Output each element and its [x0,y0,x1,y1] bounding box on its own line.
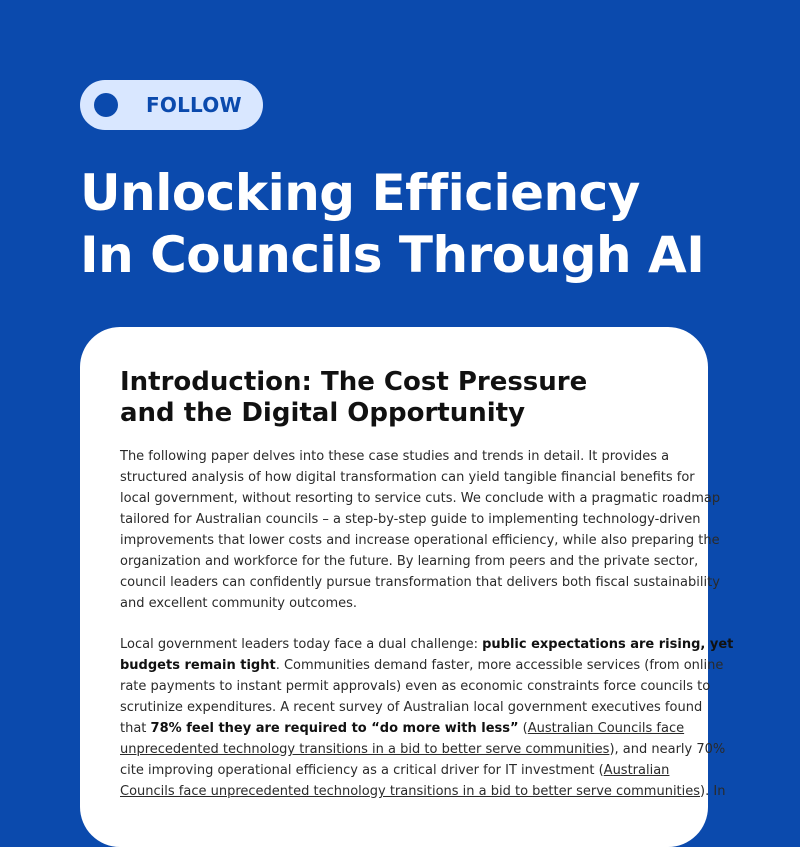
document-card [80,327,734,847]
paragraph-text: cite improving operational efficiency as a critical driver for IT investment ( [120,763,604,778]
document-title-line-2: and the Digital Opportunity [120,398,526,428]
paragraph-line [120,781,726,802]
paragraph-line [120,634,734,655]
paragraph-line: tailored for Australian councils – a step-by-step guide to implementing technology-driven [120,512,701,527]
paragraph-line [120,718,685,739]
citation-link[interactable]: Australian [603,763,670,778]
emphasis-text: public expectations are rising, yet [482,637,734,652]
paragraph-text: Local government leaders today face a dual challenge: [120,637,483,652]
paragraph-line: scrutinize expenditures. A recent survey of Australian local government executives found [120,700,703,715]
paragraph-line [120,739,726,760]
paragraph-line: local government, without resorting to service cuts. We conclude with a pragmatic roadmap [120,491,721,506]
statistic-emphasis: 78% feel they are required to “do more with less” [150,721,519,736]
document-title [120,367,680,429]
document-title-line-1: Introduction: The Cost Pressure [120,367,588,397]
paragraph-text: ( [518,721,528,736]
paragraph-line [120,655,724,676]
paragraph-line: The following paper delves into these case studies and trends in detail. It provides a [120,449,670,464]
page-headline [80,162,760,286]
follow-button[interactable] [80,80,263,130]
paragraph-text: ). In [700,784,726,799]
paragraph-line [120,760,676,781]
paragraph-line: rate payments to instant permit approvals) even as economic constraints force councils to [120,679,711,694]
paragraph-line: organization and workforce for the future. By learning from peers and the private sector, [120,554,699,569]
headline-line-1: Unlocking Efficiency [80,164,640,222]
paragraph-text: that [120,721,151,736]
paragraph-line: improvements that lower costs and increase operational efficiency, while also preparing the [120,533,720,548]
paragraph-text: ), and nearly 70% [609,742,726,757]
headline-line-2: In Councils Through AI [80,226,705,284]
paragraph-text: . Communities demand faster, more accessible services (from online [275,658,724,673]
citation-link[interactable]: unprecedented technology transitions in a bid to better serve communities [120,742,610,757]
emphasis-text: budgets remain tight [120,658,276,673]
paragraph-line: structured analysis of how digital transformation can yield tangible financial benefits for [120,470,695,485]
paragraph-line: council leaders can confidently pursue transformation that delivers both fiscal sustainability [120,575,720,590]
paragraph-line: and excellent community outcomes. [120,596,358,611]
citation-link[interactable]: Councils face unprecedented technology transitions in a bid to better serve communities [120,784,701,799]
follow-label: FOLLOW [146,93,242,117]
intro-paragraph [120,446,721,614]
challenge-paragraph [120,634,734,802]
follow-dot-icon [94,93,118,117]
citation-link[interactable]: Australian Councils face [527,721,685,736]
